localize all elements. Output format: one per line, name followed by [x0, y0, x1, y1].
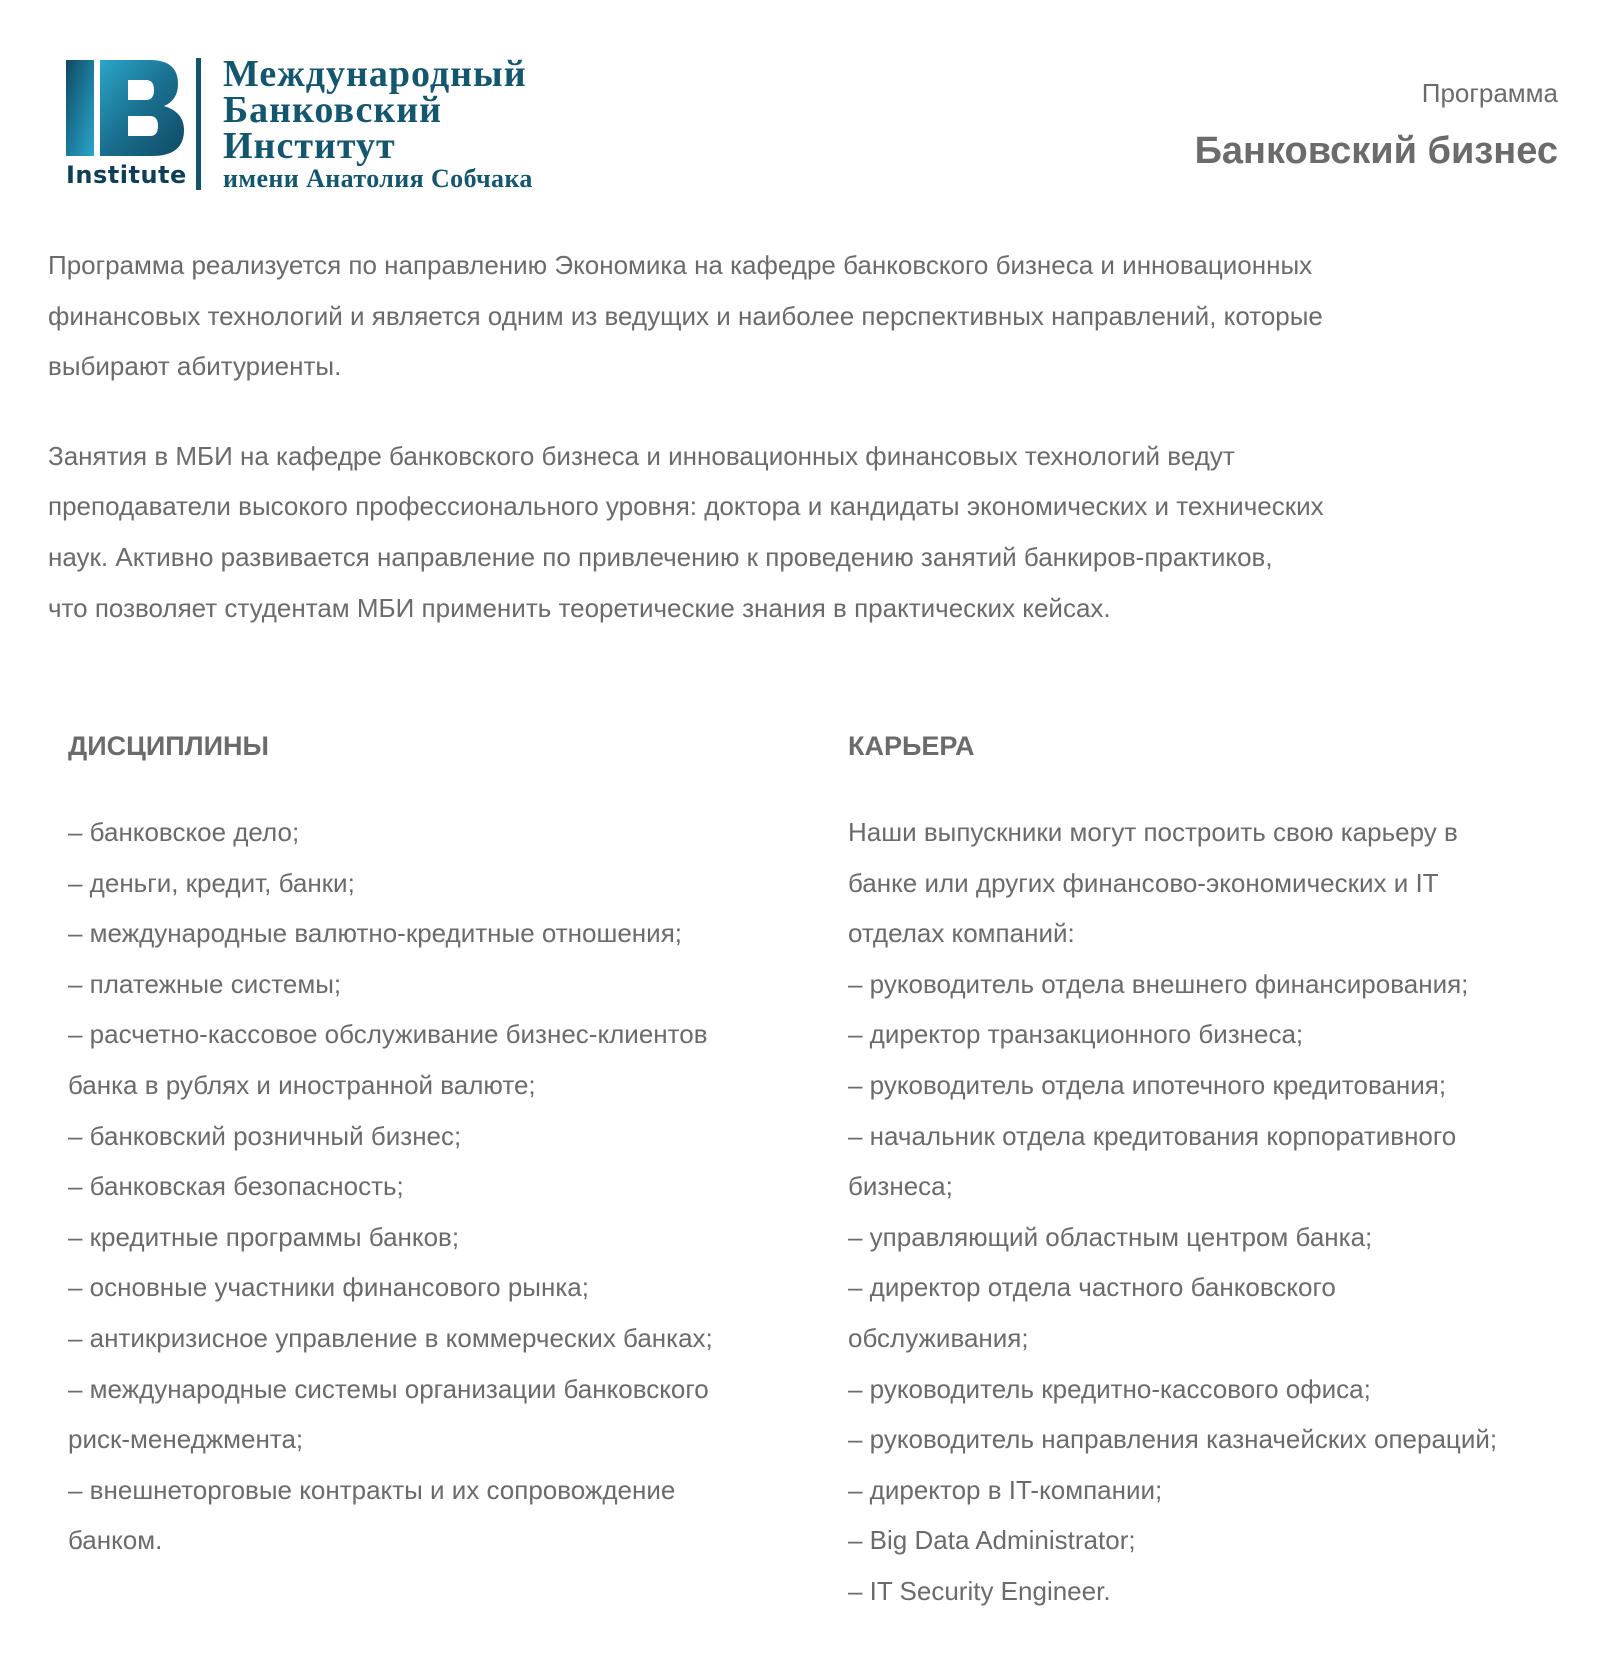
- ib-logo-mark-icon: [66, 60, 186, 156]
- text-line: выбирают абитуриенты.: [48, 351, 342, 382]
- list-item: – международные валютно-кредитные отношения;: [68, 918, 682, 949]
- program-label: Программа: [1421, 78, 1558, 108]
- list-item: – банковская безопасность;: [68, 1171, 404, 1202]
- logo-subtitle: имени Анатолия Собчака: [223, 164, 533, 193]
- logo-institute-text: Institute: [66, 161, 187, 189]
- logo-divider: [196, 58, 201, 190]
- text-line: Занятия в МБИ на кафедре банковского бизнеса и инновационных финансовых технологий ведут: [48, 440, 1235, 471]
- list-item: бизнеса;: [848, 1171, 953, 1202]
- list-item: – антикризисное управление в коммерческих банках;: [68, 1322, 713, 1353]
- list-item: риск-менеджмента;: [68, 1424, 304, 1455]
- list-item: – директор в IT-компании;: [848, 1474, 1163, 1505]
- text-line: Программа реализуется по направлению Экономика на кафедре банковского бизнеса и инновационных: [48, 250, 1313, 280]
- career-list: [848, 807, 1568, 1617]
- list-item: – IT Security Engineer.: [848, 1575, 1111, 1606]
- list-item: – банковский розничный бизнес;: [68, 1120, 462, 1151]
- list-item: – руководитель отдела ипотечного кредитования;: [848, 1069, 1447, 1100]
- career-section: [848, 728, 1568, 1617]
- intro-section: [48, 240, 1508, 672]
- disciplines-heading: ДИСЦИПЛИНЫ: [68, 731, 269, 761]
- logo-name: [223, 53, 533, 194]
- list-item: – платежные системы;: [68, 968, 342, 999]
- list-item: банка в рублях и иностранной валюте;: [68, 1069, 536, 1100]
- list-item: – внешнеторговые контракты и их сопровождение: [68, 1474, 676, 1505]
- list-item: – управляющий областным центром банка;: [848, 1221, 1373, 1252]
- list-item: – директор транзакционного бизнеса;: [848, 1019, 1304, 1050]
- text-line: финансовых технологий и является одним из ведущих и наиболее перспективных направлений, которые: [48, 300, 1323, 331]
- list-item: банке или других финансово-экономических и IT: [848, 867, 1439, 898]
- text-line: наук. Активно развивается направление по привлечению к проведению занятий банкиров-практиков,: [48, 541, 1273, 572]
- list-item: – директор отдела частного банковского: [848, 1272, 1336, 1303]
- intro-paragraph: [48, 240, 1508, 392]
- program-title: Банковский бизнес: [1194, 130, 1558, 172]
- list-item: – основные участники финансового рынка;: [68, 1272, 589, 1303]
- logo-name-line: Банковский: [223, 89, 442, 131]
- text-line: преподаватели высокого профессионального уровня: доктора и кандидаты экономических и технических: [48, 491, 1324, 522]
- list-item: Наши выпускники могут построить свою карьеру в: [848, 817, 1458, 847]
- list-item: – руководитель отдела внешнего финансирования;: [848, 968, 1469, 999]
- disciplines-list: [68, 807, 788, 1566]
- list-item: обслуживания;: [848, 1322, 1029, 1353]
- logo-name-line: Международный: [223, 53, 527, 95]
- header: [0, 0, 1600, 220]
- logo-name-line: Институт: [223, 125, 396, 167]
- list-item: отделах компаний:: [848, 918, 1075, 949]
- intro-paragraph: [48, 431, 1508, 633]
- list-item: – начальник отдела кредитования корпоративного: [848, 1120, 1457, 1151]
- list-item: – кредитные программы банков;: [68, 1221, 460, 1252]
- list-item: – банковское дело;: [68, 817, 300, 847]
- logo[interactable]: [66, 53, 586, 196]
- career-heading: КАРЬЕРА: [848, 731, 975, 761]
- list-item: – руководитель направления казначейских операций;: [848, 1424, 1498, 1455]
- list-item: – международные системы организации банковского: [68, 1373, 709, 1404]
- text-line: что позволяет студентам МБИ применить теоретические знания в практических кейсах.: [48, 592, 1111, 623]
- list-item: – деньги, кредит, банки;: [68, 867, 355, 898]
- list-item: – Big Data Administrator;: [848, 1525, 1136, 1556]
- list-item: – расчетно-кассовое обслуживание бизнес-клиентов: [68, 1019, 708, 1050]
- list-item: – руководитель кредитно-кассового офиса;: [848, 1373, 1371, 1404]
- disciplines-section: [68, 728, 788, 1566]
- list-item: банком.: [68, 1525, 163, 1556]
